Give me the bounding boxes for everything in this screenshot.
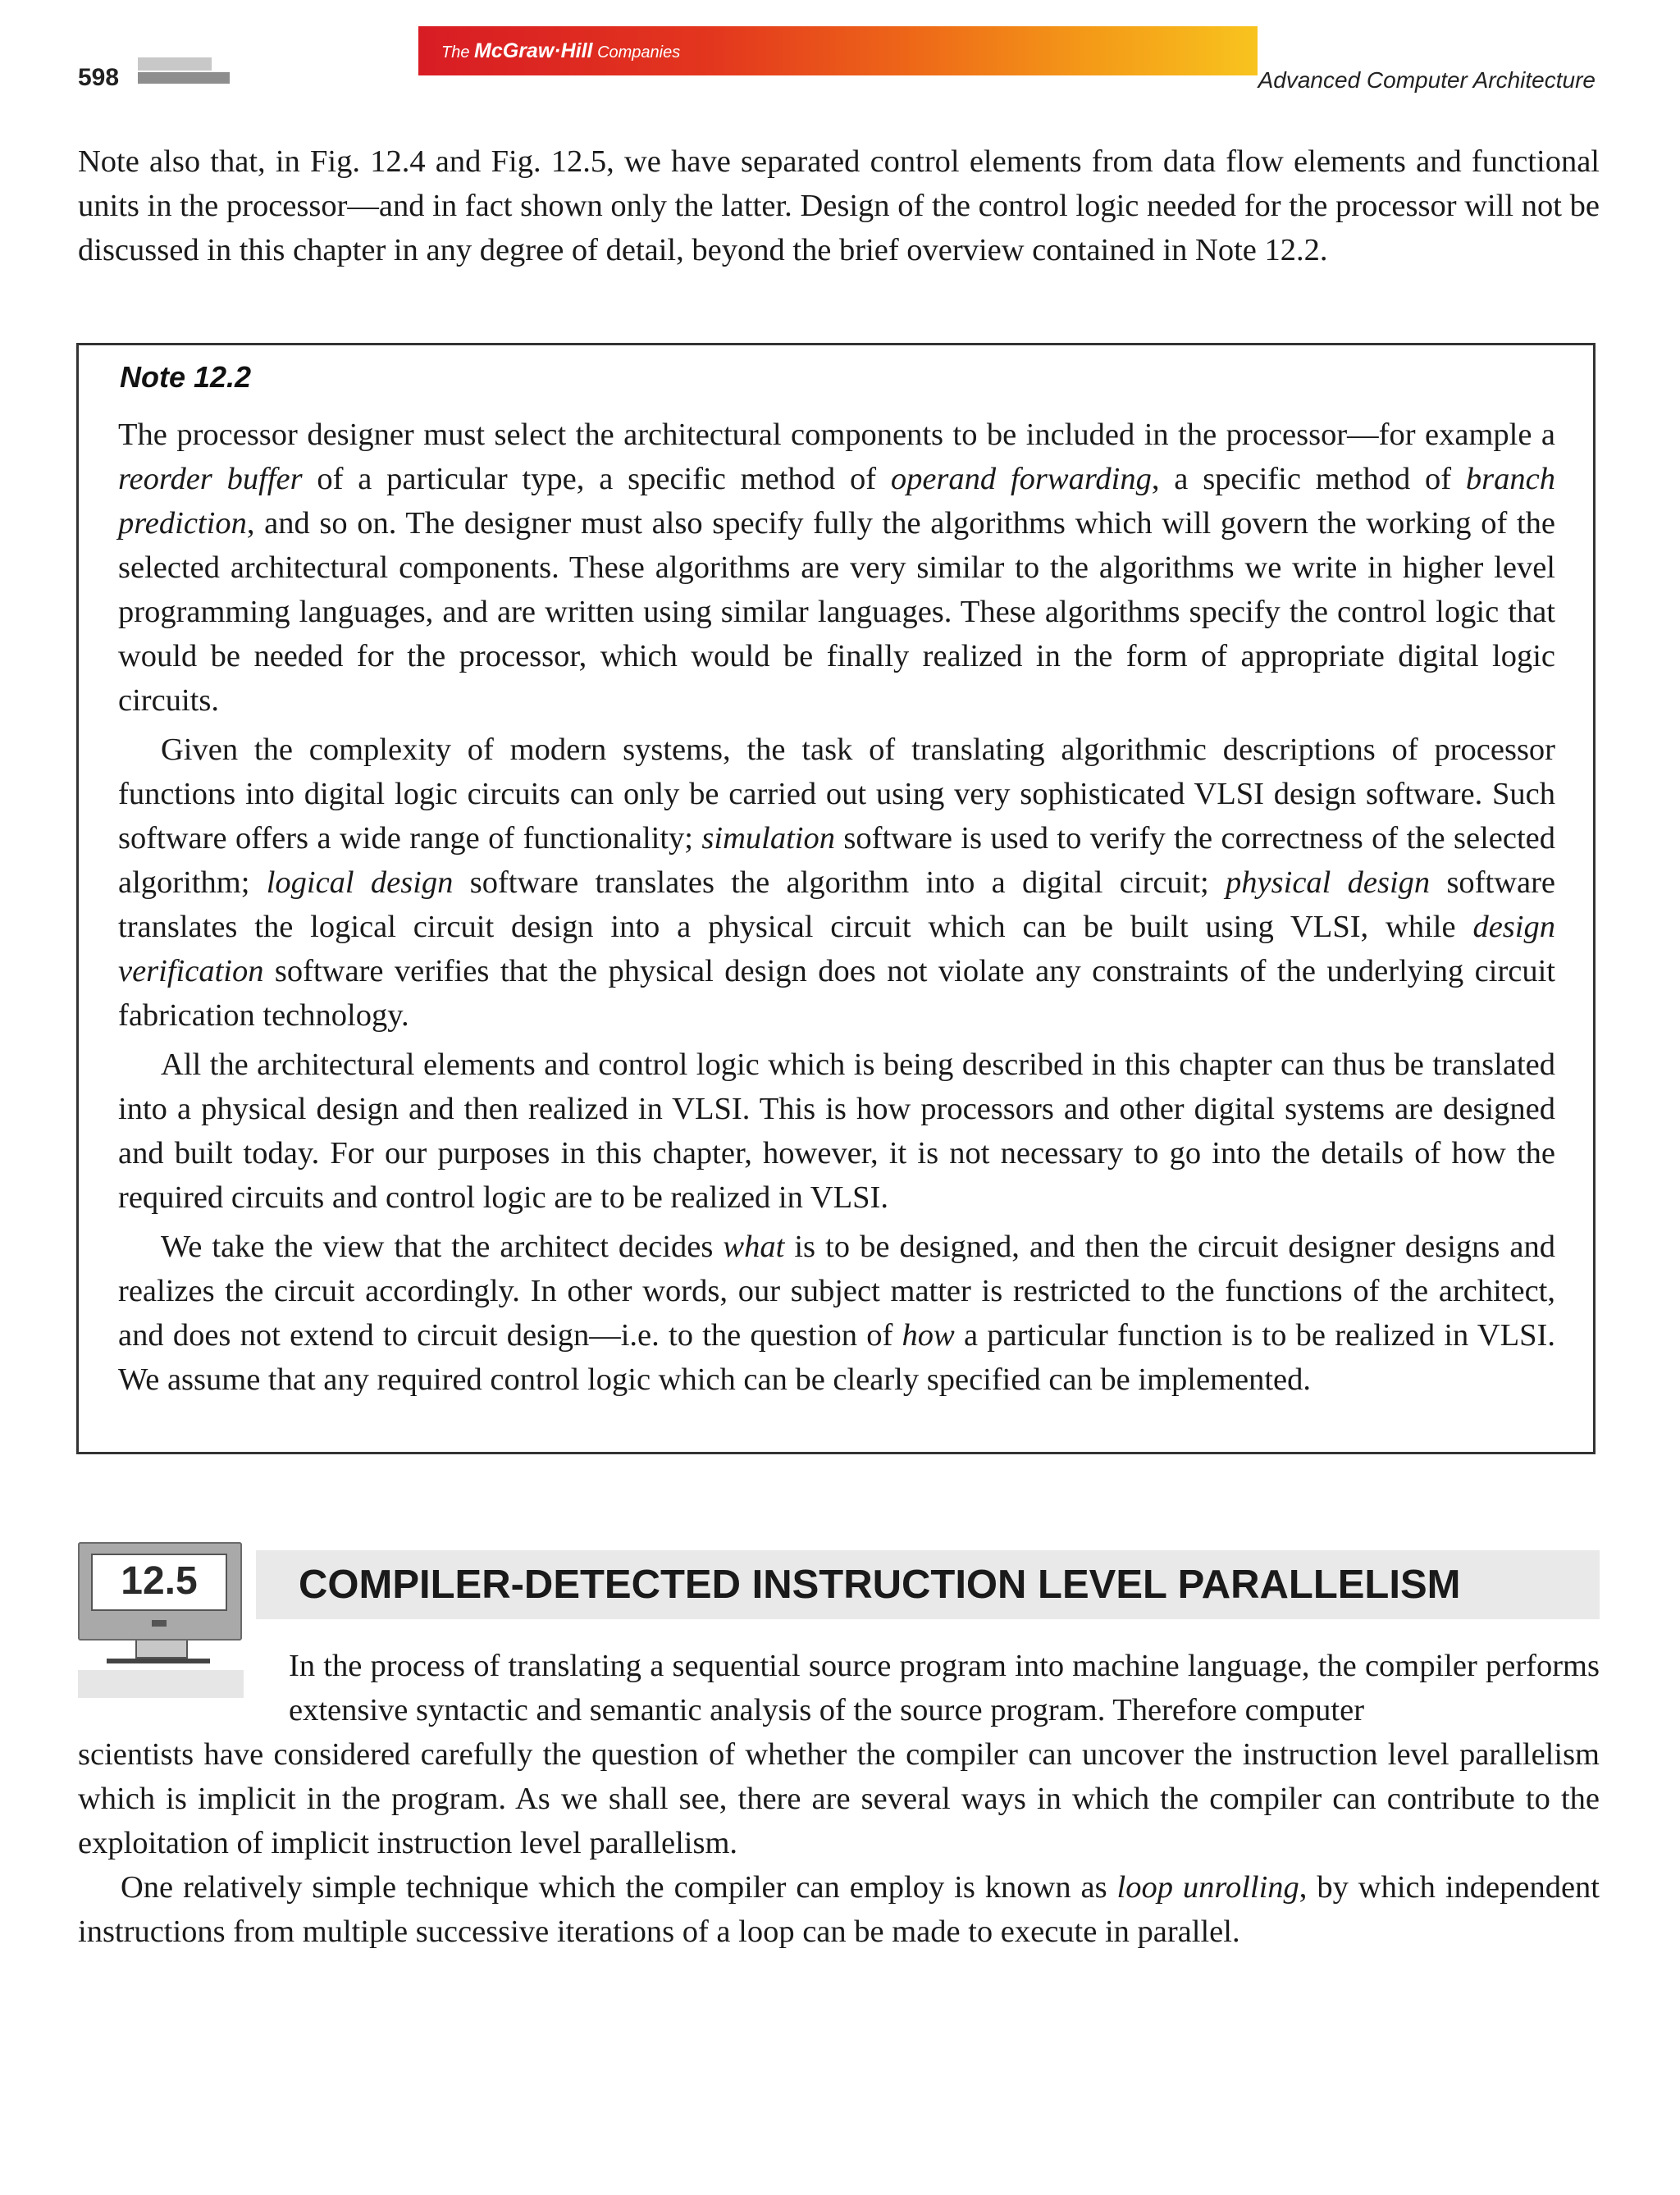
section-number: 12.5 [91, 1554, 227, 1611]
section-monitor-icon [78, 1542, 242, 1641]
monitor-shadow [78, 1670, 244, 1698]
monitor-indicator-icon [152, 1620, 167, 1627]
term-physical-design: physical design [1226, 865, 1431, 900]
note-box [76, 343, 1596, 1454]
section-paragraph-1-start: In the process of translating a sequential source program into machine language, the compiler performs extensive syntactic and semantic analysis of the source program. Therefore computer [289, 1649, 1600, 1727]
section-title: COMPILER-DETECTED INSTRUCTION LEVEL PARALLELISM [299, 1563, 1461, 1607]
publisher-logo-prefix: The [441, 43, 470, 62]
header-decoration-bar-dark [138, 72, 230, 84]
term-loop-unrolling: loop unrolling [1116, 1870, 1299, 1905]
header-decoration-bar [138, 57, 212, 71]
intro-paragraph: Note also that, in Fig. 12.4 and Fig. 12.5, we have separated control elements from data flow elements and functional units in the processor—and in fact shown only the latter. Design of the control logic needed for the processor will not be discussed in this chapter in any degree of detail, beyond the brief overview contained in Note 12.2. [78, 144, 1600, 267]
section-paragraph-2: One relatively simple technique which the compiler can employ is known as loop unrolling, by which independent instructions from multiple successive iterations of a loop can be made to execute in parallel. [78, 1870, 1600, 1949]
page-number: 598 [78, 64, 120, 91]
monitor-stand-icon [135, 1641, 188, 1659]
publisher-logo-name: McGraw·Hill [474, 39, 593, 62]
note-paragraph-3: All the architectural elements and control logic which is being described in this chapter can thus be translated into a physical design and then realized in VLSI. This is how processors and other digital systems are designed and built today. For our purposes in this chapter, however, it is not necessary to go into the details of how the required circuits and control logic are to be realized in VLSI. [118, 1047, 1555, 1215]
section-heading-band [256, 1550, 1600, 1619]
section-paragraph-1-continued: scientists have considered carefully the question of whether the compiler can uncover the instruction level parallelism which is implicit in the program. As we shall see, there are several ways in which the compiler can contribute to the exploitation of implicit instruction level parallelism. [78, 1737, 1600, 1860]
term-simulation: simulation [701, 821, 835, 856]
note-title: Note 12.2 [120, 360, 252, 394]
note-body [118, 413, 1555, 1402]
term-branch-prediction: branch prediction [118, 462, 1555, 541]
note-paragraph-2: Given the complexity of modern systems, the task of translating algorithmic descriptions of processor functions into digital logic circuits can only be carried out using very sophisticated VLSI design software. Such software offers a wide range of functionality; simulation software is used to verify the correctness of the selected algorithm; logical design software translates the algorithm into a digital circuit; physical design software translates the logical circuit design into a physical circuit which can be built using VLSI, while design verification software verifies that the physical design does not violate any constraints of the underlying circuit fabrication technology. [118, 732, 1555, 1033]
term-logical-design: logical design [266, 865, 454, 900]
term-reorder-buffer: reorder buffer [118, 462, 303, 496]
monitor-base-icon [107, 1659, 210, 1663]
term-design-verification: design verification [118, 910, 1555, 988]
term-how: how [902, 1318, 955, 1353]
publisher-logo [441, 39, 680, 63]
book-title: Advanced Computer Architecture [1258, 67, 1596, 93]
term-what: what [723, 1230, 785, 1264]
term-operand-forwarding: operand forwarding [890, 462, 1152, 496]
note-paragraph-1: The processor designer must select the architectural components to be included in the processor—for example a reorder buffer of a particular type, a specific method of operand forwarding, a specific method of branch prediction, and so on. The designer must also specify fully the algorithms which will govern the working of the selected architectural components. These algorithms are very similar to the algorithms we write in higher level programming languages, and are written using similar languages. These algorithms specify the control logic that would be needed for the processor, which would be finally realized in the form of appropriate digital logic circuits. [118, 418, 1555, 718]
note-paragraph-4: We take the view that the architect decides what is to be designed, and then the circuit designer designs and realizes the circuit accordingly. In other words, our subject matter is restricted to the functions of the architect, and does not extend to circuit design—i.e. to the question of how a particular function is to be realized in VLSI. We assume that any required control logic which can be clearly specified can be implemented. [118, 1230, 1556, 1397]
publisher-logo-suffix: Companies [597, 43, 681, 62]
